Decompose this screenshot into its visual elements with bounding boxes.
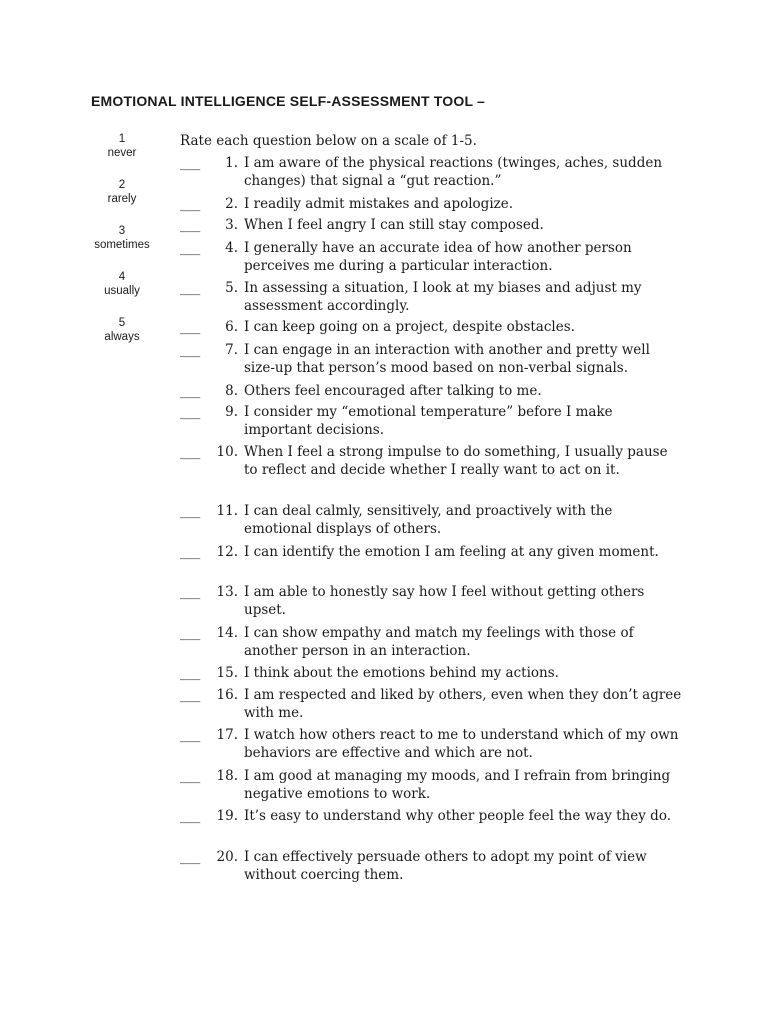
- question-text: I am good at managing my moods, and I refrain from bringing negative emotions to work.: [244, 768, 671, 802]
- question-text: I am respected and liked by others, even when they don’t agree with me.: [244, 687, 682, 721]
- scale-item: [84, 316, 160, 344]
- question-text: I am aware of the physical reactions (twinges, aches, sudden changes) that signal a “gut reaction.”: [244, 155, 663, 189]
- scale-label: usually: [104, 285, 140, 297]
- question-number: 4.: [225, 240, 238, 256]
- question-number: 5.: [225, 280, 238, 296]
- scale-item: [84, 270, 160, 298]
- scale-label: sometimes: [94, 239, 150, 251]
- question-number: 12.: [216, 544, 238, 560]
- question-number: 10.: [216, 444, 238, 460]
- scale-item: [84, 224, 160, 252]
- question-number: 8.: [225, 383, 238, 399]
- scale-number: 2: [118, 179, 126, 191]
- question-number: 17.: [216, 727, 238, 743]
- question-number: 1.: [225, 155, 238, 171]
- question-number: 3.: [225, 217, 238, 233]
- answer-blank[interactable]: ___: [180, 155, 201, 171]
- question-text: I am able to honestly say how I feel without getting others upset.: [244, 584, 645, 618]
- question-number: 15.: [216, 665, 238, 681]
- answer-blank[interactable]: ___: [180, 240, 201, 256]
- question-number: 7.: [225, 342, 238, 358]
- answer-blank[interactable]: ___: [180, 768, 201, 784]
- question-text: I think about the emotions behind my actions.: [244, 665, 559, 681]
- question-text: I generally have an accurate idea of how another person perceives me during a particular interaction.: [244, 240, 632, 274]
- answer-blank[interactable]: ___: [180, 342, 201, 358]
- answer-blank[interactable]: ___: [180, 444, 201, 460]
- question-text: I can identify the emotion I am feeling at any given moment.: [244, 544, 659, 560]
- scale-number: 1: [118, 133, 126, 145]
- answer-blank[interactable]: ___: [180, 319, 201, 335]
- answer-blank[interactable]: ___: [180, 687, 201, 703]
- question-text: I can keep going on a project, despite obstacles.: [244, 319, 575, 335]
- answer-blank[interactable]: ___: [180, 383, 201, 399]
- scale-item: [84, 132, 160, 160]
- answer-blank[interactable]: ___: [180, 544, 201, 560]
- question-number: 2.: [225, 196, 238, 212]
- scale-label: always: [104, 331, 140, 343]
- question-text: I can show empathy and match my feelings with those of another person in an interaction.: [244, 625, 634, 659]
- question-text: It’s easy to understand why other people feel the way they do.: [244, 808, 672, 824]
- answer-blank[interactable]: ___: [180, 404, 201, 420]
- scale-number: 3: [118, 225, 126, 237]
- question-text: I consider my “emotional temperature” before I make important decisions.: [244, 404, 613, 438]
- question-text: When I feel angry I can still stay composed.: [244, 217, 544, 233]
- scale-number: 5: [118, 317, 126, 329]
- question-number: 6.: [225, 319, 238, 335]
- question-text: I watch how others react to me to understand which of my own behaviors are effective and which are not.: [244, 727, 679, 761]
- question-number: 20.: [216, 849, 238, 865]
- question-text: I can deal calmly, sensitively, and proactively with the emotional displays of others.: [244, 503, 613, 537]
- scale-label: never: [107, 147, 137, 159]
- page-title: EMOTIONAL INTELLIGENCE SELF-ASSESSMENT TOOL –: [91, 93, 486, 109]
- answer-blank[interactable]: ___: [180, 584, 201, 600]
- question-number: 14.: [216, 625, 238, 641]
- question-text: I readily admit mistakes and apologize.: [244, 196, 514, 212]
- scale-number: 4: [118, 271, 126, 283]
- question-number: 11.: [216, 503, 238, 519]
- answer-blank[interactable]: ___: [180, 665, 201, 681]
- answer-blank[interactable]: ___: [180, 849, 201, 865]
- answer-blank[interactable]: ___: [180, 280, 201, 296]
- answer-blank[interactable]: ___: [180, 625, 201, 641]
- answer-blank[interactable]: ___: [180, 727, 201, 743]
- question-text: In assessing a situation, I look at my biases and adjust my assessment accordingly.: [244, 280, 642, 314]
- question-number: 9.: [225, 404, 238, 420]
- question-number: 19.: [216, 808, 238, 824]
- question-text: When I feel a strong impulse to do something, I usually pause to reflect and decide whether I really want to act on it.: [244, 444, 668, 478]
- instructions-text: Rate each question below on a scale of 1-5.: [180, 133, 477, 149]
- question-text: I can effectively persuade others to adopt my point of view without coercing them.: [244, 849, 647, 883]
- scale-item: [84, 178, 160, 206]
- question-text: I can engage in an interaction with another and pretty well size-up that person’s mood based on non-verbal signals.: [244, 342, 650, 376]
- answer-blank[interactable]: ___: [180, 217, 201, 233]
- answer-blank[interactable]: ___: [180, 503, 201, 519]
- answer-blank[interactable]: ___: [180, 808, 201, 824]
- question-number: 16.: [216, 687, 238, 703]
- question-number: 18.: [216, 768, 238, 784]
- scale-label: rarely: [107, 193, 137, 205]
- question-text: Others feel encouraged after talking to me.: [244, 383, 542, 399]
- answer-blank[interactable]: ___: [180, 196, 201, 212]
- question-number: 13.: [216, 584, 238, 600]
